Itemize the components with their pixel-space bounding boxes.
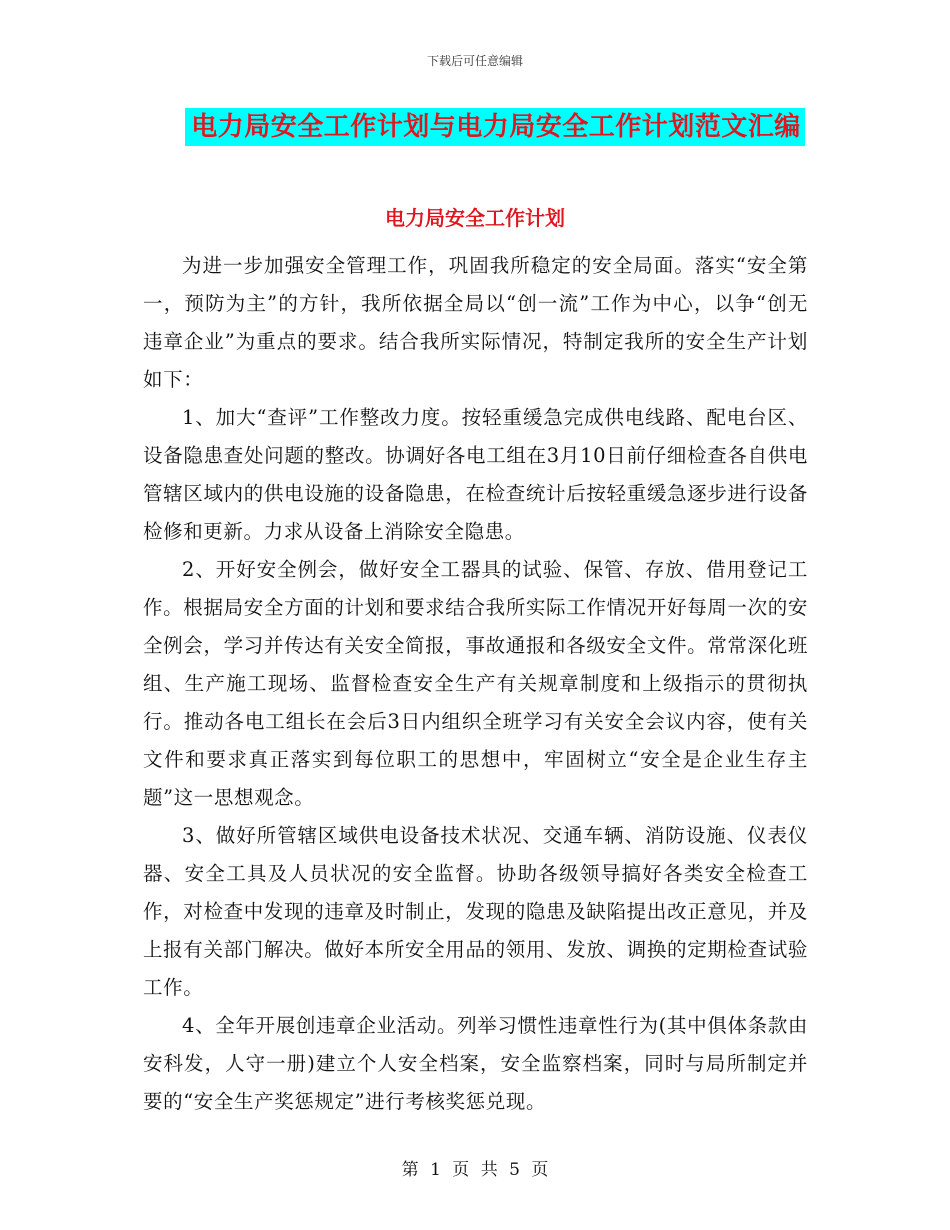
section-title: 电力局安全工作计划 <box>385 206 565 230</box>
paragraph-item-2: 2、开好安全例会，做好安全工器具的试验、保管、存放、借用登记工作。根据局安全方面的计划和要求结合我所实际工作情况开好每周一次的安全例会，学习并传达有关安全简报，事故通报和各级安全文件。常常深化班组、生产施工现场、监督检查安全生产有关规章制度和上级指示的贯彻执行。推动各电工组长在会后3日内组织全班学习有关安全会议内容，使有关文件和要求真正落实到每位职工的思想中，牢固树立“安全是企业生存主题”这一思想观念。 <box>143 558 808 809</box>
page-header-note: 下载后可任意编辑 <box>426 54 523 68</box>
paragraph-intro: 为进一步加强安全管理工作，巩固我所稳定的安全局面。落实“安全第一，预防为主”的方针，我所依据全局以“创一流”工作为中心，以争“创无违章企业”为重点的要求。结合我所实际情况，特制定我所的安全生产计划如下： <box>143 254 808 391</box>
page-number-footer: 第 1 页 共 5 页 <box>401 1160 549 1180</box>
document-title-container <box>0 108 950 146</box>
paragraph-item-3: 3、做好所管辖区域供电设备技术状况、交通车辆、消防设施、仪表仪器、安全工具及人员状况的安全监督。协助各级领导搞好各类安全检查工作，对检查中发现的违章及时制止，发现的隐患及缺陷提出改正意见，并及上报有关部门解决。做好本所安全用品的领用、发放、调换的定期检查试验工作。 <box>143 824 808 999</box>
paragraph-item-4: 4、全年开展创违章企业活动。列举习惯性违章性行为(其中俱体条款由安科发，人守一册)建立个人安全档案，安全监察档案，同时与局所制定并要的“安全生产奖惩规定”进行考核奖惩兑现。 <box>143 1014 808 1113</box>
paragraph-item-1: 1、加大“查评”工作整改力度。按轻重缓急完成供电线路、配电台区、设备隐患查处问题的整改。协调好各电工组在3月10日前仔细检查各自供电管辖区域内的供电设施的设备隐患，在检查统计后按轻重缓急逐步进行设备检修和更新。力求从设备上消除安全隐患。 <box>143 406 808 543</box>
document-body <box>143 247 808 1121</box>
document-title: 电力局安全工作计划与电力局安全工作计划范文汇编 <box>185 108 805 146</box>
